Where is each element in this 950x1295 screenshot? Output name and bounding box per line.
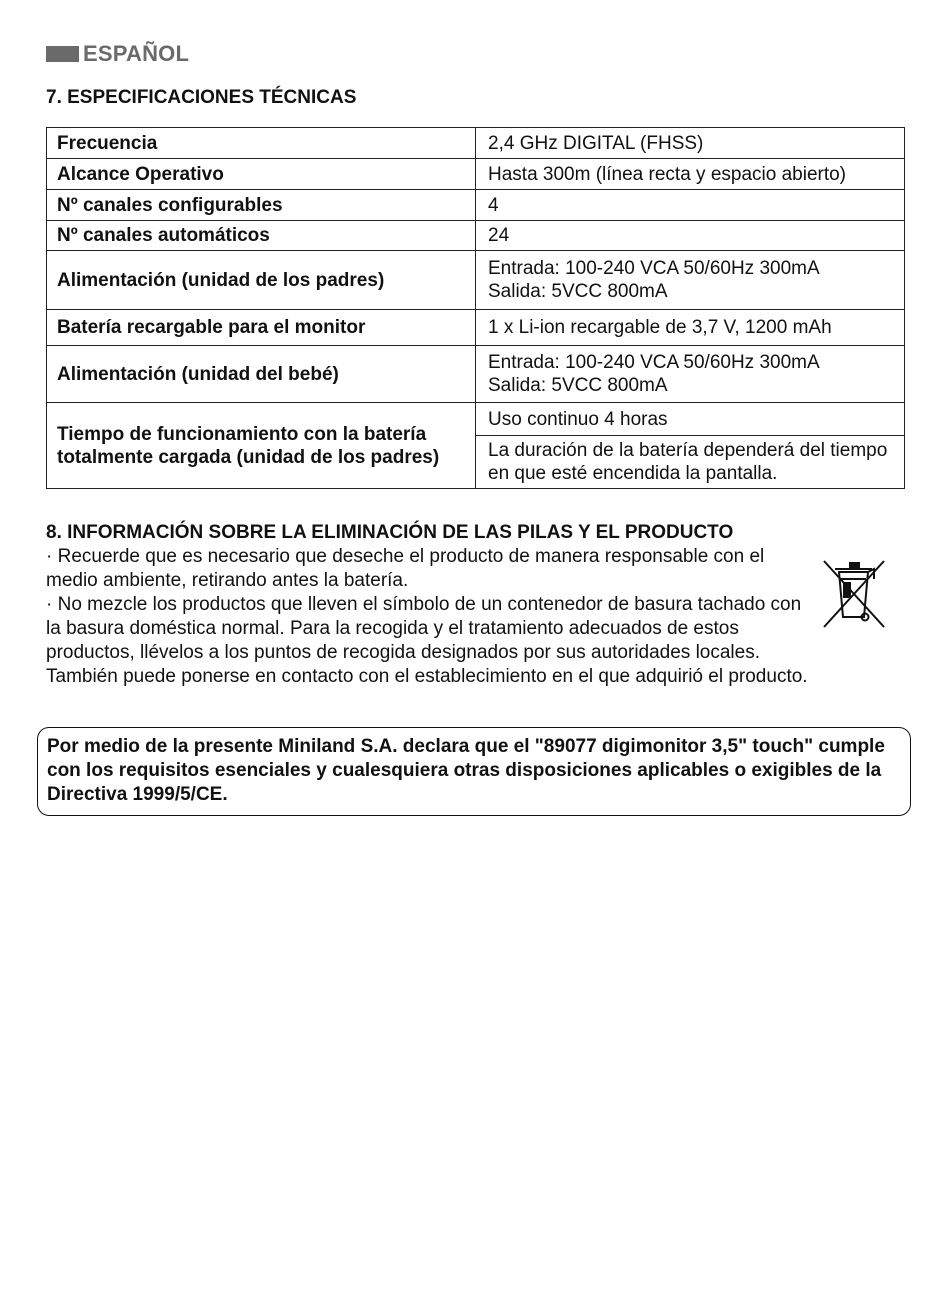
table-row (47, 251, 905, 310)
spec-label: Frecuencia (47, 128, 476, 159)
spec-value-line: Entrada: 100-240 VCA 50/60Hz 300mA (488, 352, 820, 373)
spec-value: 24 (476, 221, 905, 251)
spec-value: 2,4 GHz DIGITAL (FHSS) (476, 128, 905, 159)
spec-value: La duración de la batería dependerá del tiempo en que esté encendida la pantalla. (476, 436, 905, 489)
spec-label: Alimentación (unidad de los padres) (47, 251, 476, 310)
spec-value-line: Entrada: 100-240 VCA 50/60Hz 300mA (488, 258, 820, 279)
spec-value: 4 (476, 190, 905, 221)
table-row (47, 221, 905, 251)
spec-label: Alimentación (unidad del bebé) (47, 346, 476, 403)
language-bar (46, 46, 79, 62)
table-row (47, 159, 905, 190)
spec-value-line: Salida: 5VCC 800mA (488, 281, 668, 302)
spec-value (476, 251, 905, 310)
table-row (47, 310, 905, 346)
spec-value-line: Salida: 5VCC 800mA (488, 375, 668, 396)
disposal-text (46, 545, 821, 689)
crossed-out-wheelie-bin-icon (820, 557, 888, 629)
disposal-paragraph: · Recuerde que es necesario que deseche el producto de manera responsable con el medio ambiente, retirando antes la batería. (46, 546, 765, 591)
spec-value (476, 346, 905, 403)
specifications-table (46, 127, 905, 489)
section-8-title: 8. INFORMACIÓN SOBRE LA ELIMINACIÓN DE LAS PILAS Y EL PRODUCTO (46, 522, 734, 543)
language-label: ESPAÑOL (83, 41, 190, 66)
declaration-box: Por medio de la presente Miniland S.A. declara que el "89077 digimonitor 3,5" touch" cumple con los requisitos esenciales y cualesquiera otras disposiciones aplicables o exigibles de la Directiva 1999/5/CE. (37, 727, 911, 816)
table-row (47, 190, 905, 221)
table-row (47, 128, 905, 159)
spec-value: 1 x Li-ion recargable de 3,7 V, 1200 mAh (476, 310, 905, 346)
spec-label: Batería recargable para el monitor (47, 310, 476, 346)
section-7-title: 7. ESPECIFICACIONES TÉCNICAS (46, 87, 357, 108)
spec-label: Nº canales configurables (47, 190, 476, 221)
spec-label: Alcance Operativo (47, 159, 476, 190)
spec-label: Tiempo de funcionamiento con la batería totalmente cargada (unidad de los padres) (47, 403, 476, 489)
table-row (47, 346, 905, 403)
spec-value: Uso continuo 4 horas (476, 403, 905, 436)
table-row (47, 403, 905, 436)
spec-value: Hasta 300m (línea recta y espacio abierto) (476, 159, 905, 190)
spec-label: Nº canales automáticos (47, 221, 476, 251)
disposal-paragraph: · No mezcle los productos que lleven el símbolo de un contenedor de basura tachado con la basura doméstica normal. Para la recogida y el tratamiento adecuados de estos productos, llévelos a los puntos de recogida designados por sus autoridades locales. También puede ponerse en contacto con el establecimiento en el que adquirió el producto. (46, 594, 808, 687)
language-header (46, 41, 189, 67)
